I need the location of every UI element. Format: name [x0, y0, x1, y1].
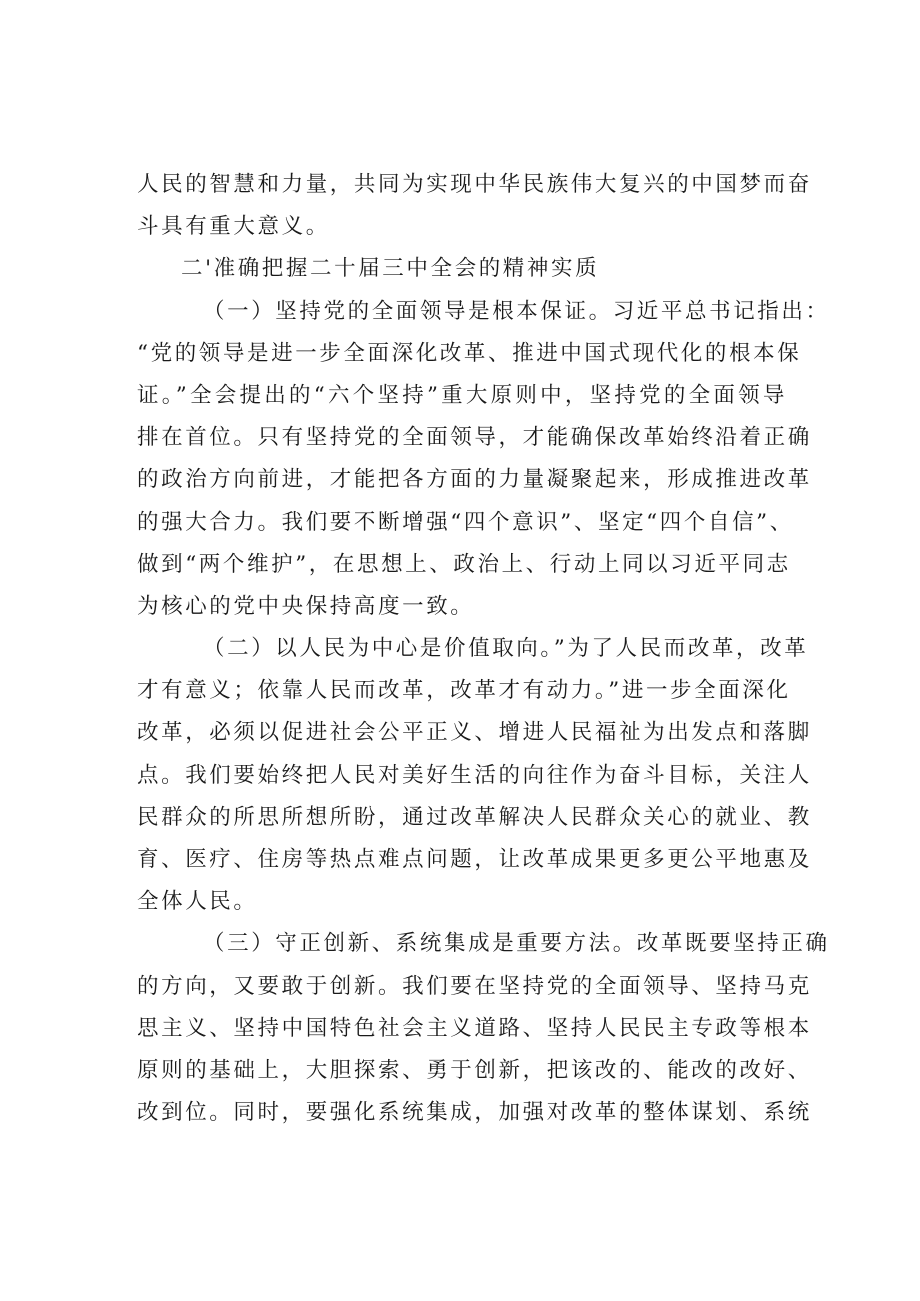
text-line: 的强大合力。我们要不断增强“四个意识”、坚定“四个自信”、: [137, 509, 794, 535]
text-line: （二）以人民为中心是价值取向。”为了人民而改革，改革: [203, 636, 809, 662]
text-line: 证。”全会提出的“六个坚持”重大原则中，坚持党的全面领导: [137, 382, 787, 408]
text-line: 点。我们要始终把人民对美好生活的向往作为奋斗目标，关注人: [137, 762, 812, 788]
text-line: 斗具有重大意义。: [137, 214, 330, 240]
text-line: 的政治方向前进，才能把各方面的力量凝聚起来，形成推进改革: [137, 467, 812, 493]
text-line: 人民的智慧和力量，共同为实现中华民族伟大复兴的中国梦而奋: [137, 172, 812, 197]
text-line: 才有意义；依靠人民而改革，改革才有动力。”进一步全面深化: [137, 678, 791, 704]
text-line: 排在首位。只有坚持党的全面领导，才能确保改革始终沿着正确: [137, 425, 812, 451]
text-line: 原则的基础上，大胆探索、勇于创新，把该改的、能改的改好、: [137, 1057, 812, 1083]
text-line: 育、医疗、住房等热点难点问题，让改革成果更多更公平地惠及: [137, 847, 812, 872]
section-heading: 二'准确把握二十届三中全会的精神实质: [181, 256, 600, 282]
text-line: 改到位。同时，要强化系统集成，加强对改革的整体谋划、系统: [137, 1100, 812, 1126]
text-line: （三）守正创新、系统集成是重要方法。改革既要坚持正确: [203, 931, 830, 957]
text-line: 的方向，又要敢于创新。我们要在坚持党的全面领导、坚持马克: [137, 973, 812, 999]
text-line: 为核心的党中央保持高度一致。: [137, 593, 475, 619]
text-line: 民群众的所思所想所盼，通过改革解决人民群众关心的就业、教: [137, 804, 812, 830]
text-line: 做到“两个维护”，在思想上、政治上、行动上同以习近平同志: [137, 551, 791, 577]
document-body: [137, 164, 830, 1134]
text-line: 全体人民。: [137, 889, 258, 915]
text-line: （一）坚持党的全面领导是根本保证。习近平总书记指出：: [203, 298, 830, 324]
text-line: 改革，必须以促进社会公平正义、增进人民福祉为出发点和落脚: [137, 720, 812, 746]
text-line: 思主义、坚持中国特色社会主义道路、坚持人民民主专政等根本: [137, 1015, 812, 1041]
text-line: “党的领导是进一步全面深化改革、推进中国式现代化的根本保: [137, 340, 802, 366]
